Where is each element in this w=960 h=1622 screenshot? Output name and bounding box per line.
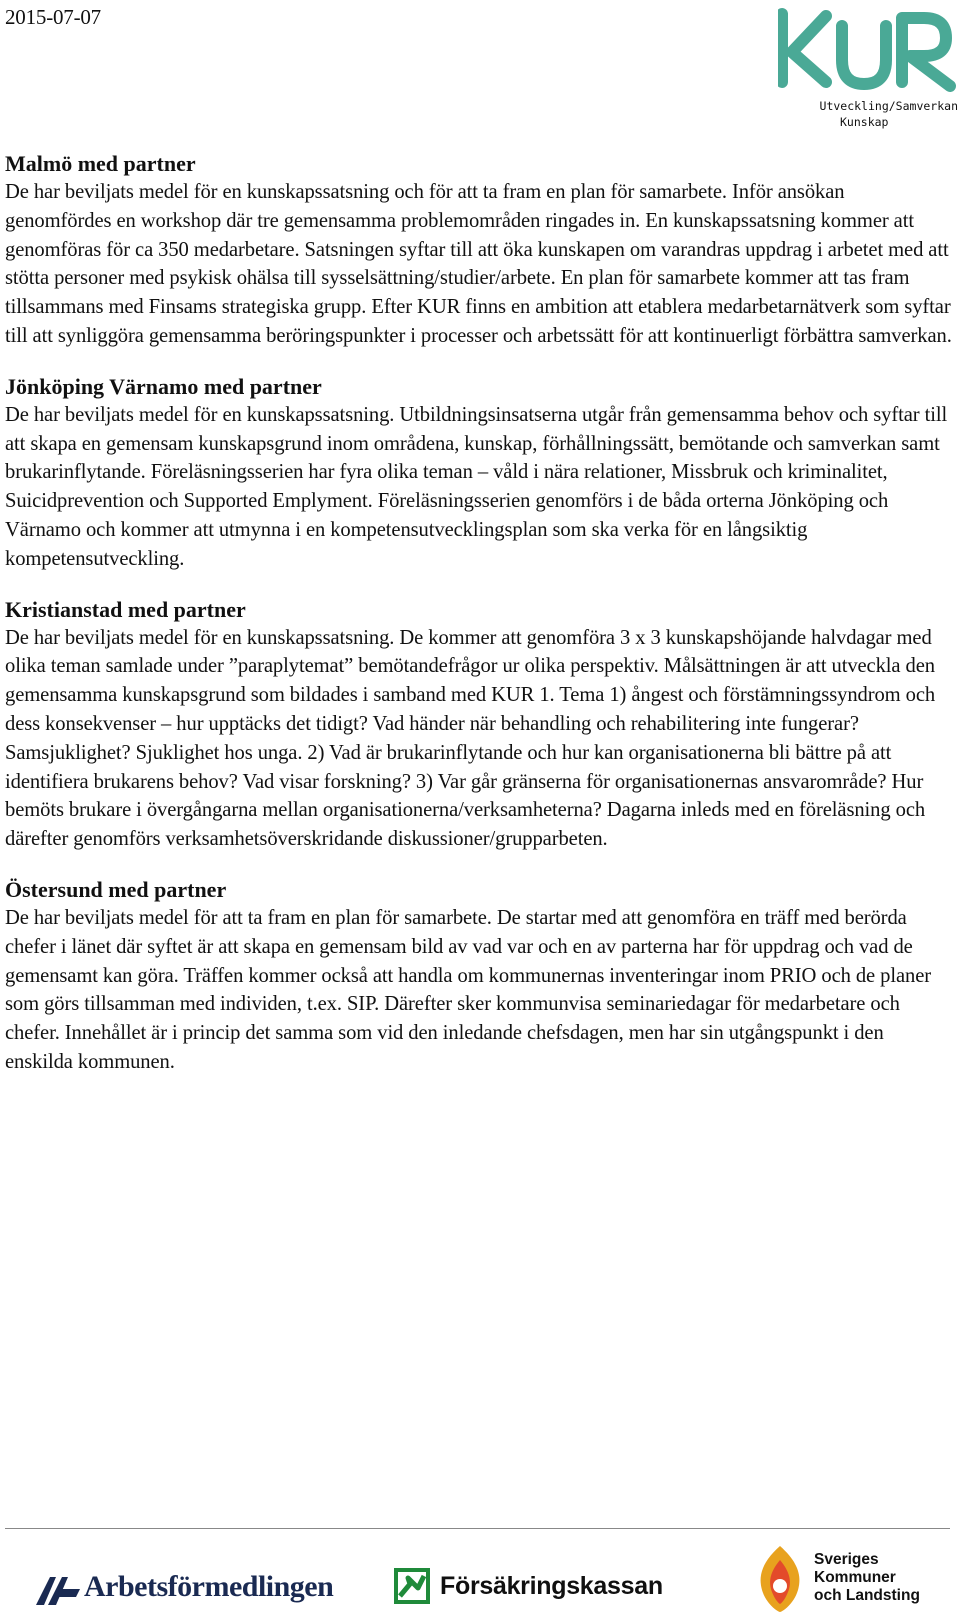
skl-logo xyxy=(752,1538,920,1618)
section-malmo xyxy=(5,150,955,351)
forsakringskassan-text: Försäkringskassan xyxy=(440,1571,663,1600)
skl-text-line2: Kommuner xyxy=(814,1569,896,1586)
section-body: De har beviljats medel för en kunskapssatsning. Utbildningsinsatserna utgår från gemensamma behov och syftar till att skapa en gemensam kunskapsgrund inom områdena, kunskap, förhållningssätt, bemötande och samverkan samt brukarinflytande. Föreläsningsserien har fyra olika teman – våld i nära relationer, Missbruk och kriminalitet, Suicidprevention och Supported Emplyment. Föreläsningsserien genomförs i de båda orterna Jönköping och Värnamo och kommer att utmynna i en kompetensutvecklingsplan som ska verka för en långsiktig kompetensutveckling. xyxy=(5,403,948,570)
skl-text-line3: och Landsting xyxy=(814,1587,920,1604)
forsakringskassan-logo xyxy=(394,1565,663,1607)
arbetsformedlingen-mark-icon xyxy=(34,1567,82,1607)
kur-logo xyxy=(778,4,958,134)
footer-divider xyxy=(5,1528,950,1529)
kur-wordmark-icon xyxy=(778,4,958,94)
section-ostersund xyxy=(5,876,955,1077)
section-body: De har beviljats medel för en kunskapssatsning. De kommer att genomföra 3 x 3 kunskapshöjande halvdagar med olika teman samlade under ”paraplytemat” bemötandefrågor ur olika perspektiv. Målsättningen är att utveckla den gemensamma kunskapsgrund som bildades i samband med KUR 1. Tema 1) ångest och förstämningssyndrom och dess konsekvenser – hur upptäcks det tidigt? Vad händer när behandling och rehabilitering inte fungerar? Samsjuklighet? Sjuklighet hos unga. 2) Vad är brukarinflytande och hur kan organisationerna bli bättre på att identifiera brukarens behov? Vad visar forskning? 3) Var går gränserna för organisationernas ansvarområde? Hur bemöts brukare i övergångarna mellan organisationerna/verksamheterna? Dagarna inleds med en föreläsning och därefter genomförs verksamhetsöverskridande diskussioner/grupparbeten. xyxy=(5,626,936,851)
skl-text-line1: Sveriges xyxy=(814,1551,879,1568)
section-title: Malmö med partner xyxy=(5,151,196,176)
section-title: Östersund med partner xyxy=(5,876,227,902)
arbetsformedlingen-text: Arbetsförmedlingen xyxy=(84,1570,334,1603)
section-title: Jönköping Värnamo med partner xyxy=(5,373,322,399)
section-body: De har beviljats medel för en kunskapssatsning och för att ta fram en plan för samarbete. Inför ansökan genomfördes en workshop där tre gemensamma problemområden ringades in. En kunskapssatsning kommer att genomföras för ca 350 medarbetare. Satsningen syftar till att öka kunskapen om varandras uppdrag i arbetet med att stötta personer med psykisk ohälsa till sysselsättning/studier/arbete. En plan för samarbete kommer att tas fram tillsammans med Finsams strategiska grupp. Efter KUR finns en ambition att etablera medarbetarnätverk som syftar till att synliggöra gemensamma beröringspunkter i processer och arbetssätt för att kontinuerligt förbättra samverkan. xyxy=(5,181,952,347)
skl-flame-icon xyxy=(752,1542,808,1614)
skl-text xyxy=(814,1551,920,1605)
section-kristianstad xyxy=(5,596,955,854)
kur-tagline-line1: Utveckling/Samverkan xyxy=(819,99,958,113)
section-jonkoping-varnamo xyxy=(5,373,955,574)
section-title: Kristianstad med partner xyxy=(5,596,246,622)
document-body xyxy=(5,150,955,1099)
document-date: 2015-07-07 xyxy=(5,5,101,29)
section-body: De har beviljats medel för att ta fram en plan för samarbete. De startar med att genomföra en träff med berörda chefer i länet där syftet är att skapa en gemensam bild av vad var och en av parterna har för uppdrag och vad de gemensamt kan göra. Träffen kommer också att handla om kommunernas inventeringar inom PRIO och de planer som görs tillsamman med individen, t.ex. SIP. Därefter sker kommunvisa seminariedagar för medarbetare och chefer. Innehållet är i princip det samma som vid den inledande chefsdagen, men har sin utgångspunkt i den enskilda kommunen. xyxy=(5,906,932,1073)
forsakringskassan-mark-icon xyxy=(394,1568,430,1604)
arbetsformedlingen-logo xyxy=(34,1567,333,1607)
kur-tagline-line2: Kunskap xyxy=(840,115,889,129)
